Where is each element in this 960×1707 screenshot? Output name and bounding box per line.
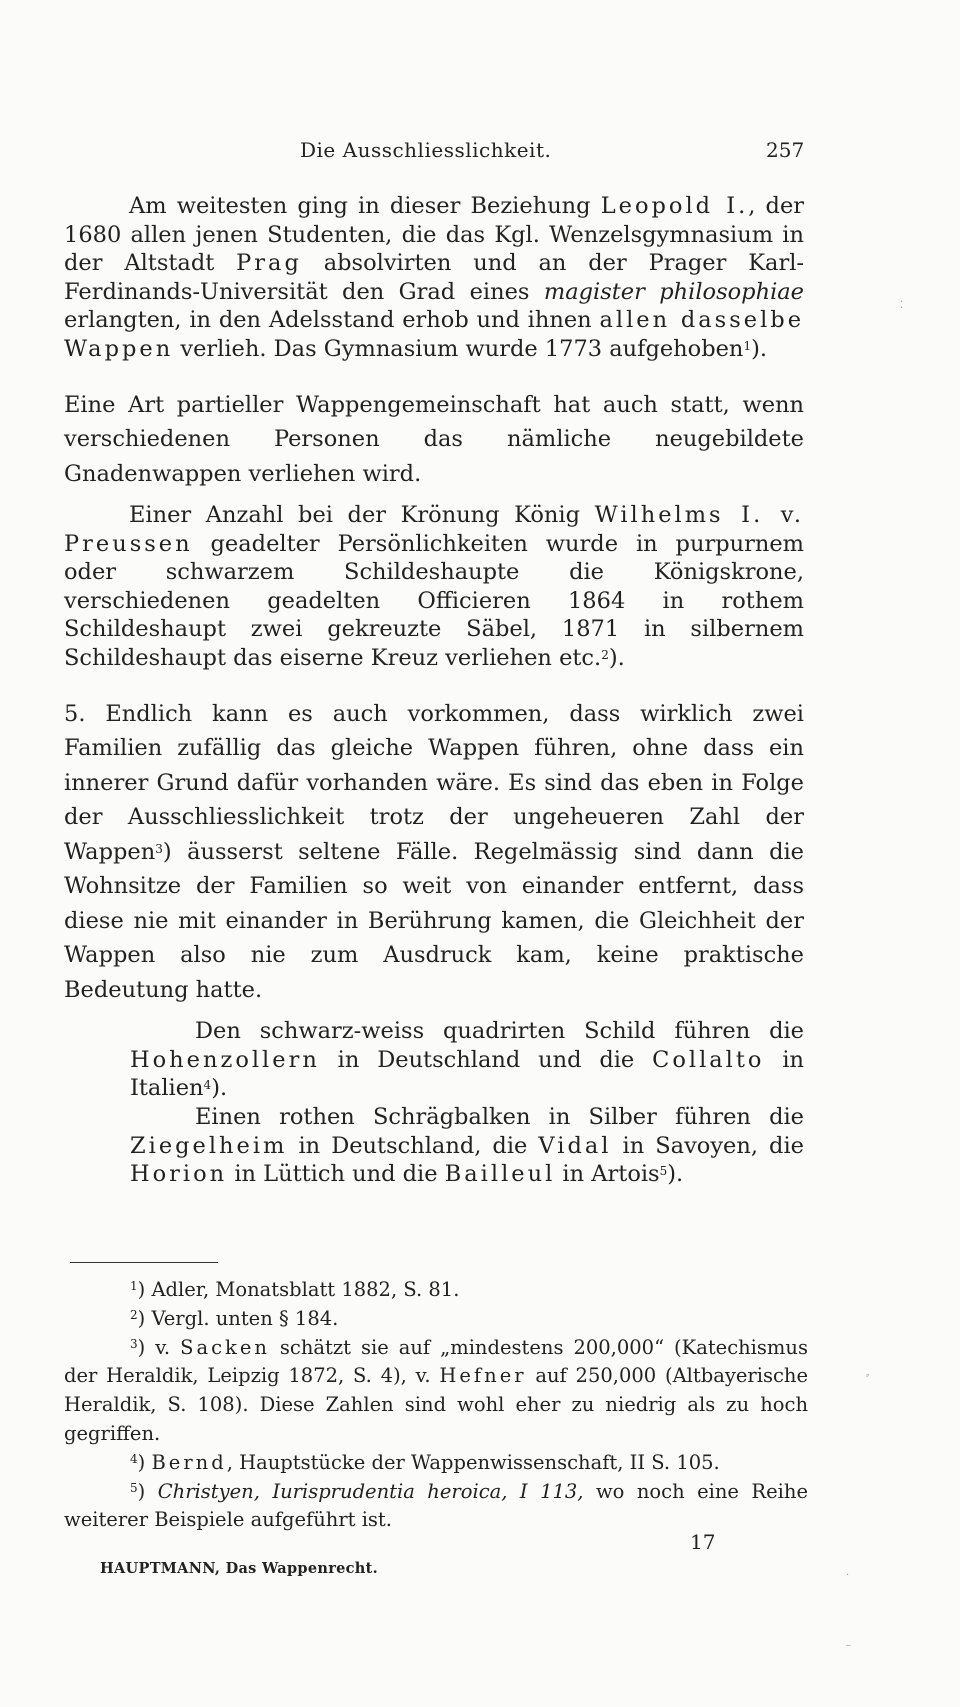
footnote-divider (70, 1262, 218, 1263)
spaced-name-sacken: Sacken (180, 1335, 270, 1359)
paragraph-section-5: 5. Endlich kann es auch vorkommen, dass wirklich zwei Familien zufällig das gleiche Wappen führen, ohne dass ein innerer Grund dafür vorhanden wäre. Es sind das eben in Folge der Ausschliesslichkeit trotz der ungeheueren Zahl der Wappen$^3$) äusserst seltene Fälle. Regelmässig sind dann die Wohnsitze der Familien so weit von einander entfernt, dass diese nie mit einander in Berührung kamen, die Gleichheit der Wappen also nie zum Ausdruck kam, keine praktische Bedeutung hatte. (64, 700, 804, 1003)
spaced-name-horion: Horion (130, 1161, 228, 1188)
spaced-name-collalto: Collalto (652, 1046, 765, 1073)
footnote-ref-5: 5 (659, 1164, 668, 1179)
running-header (0, 138, 960, 168)
footnote-ref-3: 3 (155, 841, 163, 856)
spaced-name-bernd: Bernd (151, 1450, 227, 1474)
scan-speck: ⁚ (900, 300, 904, 311)
sheet-number: 17 (690, 1530, 716, 1554)
spaced-name-bailleul: Bailleul (444, 1161, 556, 1188)
footnote-ref-2: 2 (601, 648, 609, 663)
paragraph-wilhelm: Einer Anzahl bei der Krönung König Wilhelms I. v. Preussen geadelter Persönlichkeiten wurde in purpurnem oder schwarzem Schildeshaupte die Königskrone, verschiedenen geadelten Officieren 1864 in rothem Schildeshaupt zwei gekreuzte Säbel, 1871 in silbernem Schildeshaupt das eiserne Kreuz verliehen etc.$^2$). (64, 502, 804, 672)
running-title: Die Ausschliesslichkeit. (300, 138, 552, 162)
main-text (64, 192, 804, 1189)
spaced-name-hefner: Hefner (439, 1364, 527, 1388)
spaced-name-hohenzollern: Hohenzollern (130, 1046, 320, 1073)
footnote-2: $^2$) Vergl. unten § 184. (130, 1306, 339, 1330)
spaced-name-wilhelm: Wilhelms I. v. Preussen (64, 502, 804, 557)
scan-speck: · (846, 1570, 850, 1581)
paragraph-wappengemeinschaft: Eine Art partieller Wappengemeinschaft hat auch statt, wenn verschiedenen Personen das nämliche neugebildete Gnadenwappen verliehen wird. (64, 391, 804, 487)
spaced-name-vidal: Vidal (538, 1132, 612, 1159)
footnote-ref-1: 1 (743, 338, 752, 353)
paragraph-schraegbalken: Einen rothen Schrägbalken in Silber führen die Ziegelheim in Deutschland, die Vidal in Savoyen, die Horion in Lüttich und die Bailleul in Artois$^5$). (130, 1103, 804, 1188)
scan-speck: ⸗ (866, 1370, 870, 1381)
spaced-name-prag: Prag (236, 250, 302, 277)
italic-term-magister: magister philosophiae (543, 278, 805, 305)
spaced-phrase-allen: allen dasselbe Wappen (64, 307, 805, 362)
footnote-4: $^4$) Bernd, Hauptstücke der Wappenwissenschaft, II S. 105. (130, 1450, 720, 1474)
spaced-name-leopold: Leopold I. (600, 193, 749, 219)
scan-speck: – (846, 1640, 851, 1651)
footnote-3: $^3$) v. Sacken schätzt sie auf „mindestens 200,000“ (Katechismus der Heraldik, Leipzig 1872, S. 4), v. Hefner auf 250,000 (Altbayerische Heraldik, S. 108). Diese Zahlen sind wohl eher zu niedrig als zu hoch gegriffen. (64, 1335, 808, 1445)
page-number: 257 (766, 138, 805, 162)
paragraph-hohenzollern: Den schwarz-weiss quadrirten Schild führen die Hohenzollern in Deutschland und die Collalto in Italien$^4$). (130, 1018, 805, 1102)
footnote-5: $^5$) Christyen, Iurisprudentia heroica, I 113, wo noch eine Reihe weiterer Beispiele aufgeführt ist. (64, 1479, 808, 1532)
paragraph-leopold: Am weitesten ging in dieser Beziehung Leopold I., der 1680 allen jenen Studenten, die das Kgl. Wenzelsgymnasium in der Altstadt Prag absolvirten und an der Prager Karl-Ferdinands-Universität den Grad eines magister philosophiae erlangten, in den Adelsstand erhob und ihnen allen dasselbe Wappen verlieh. Das Gymnasium wurde 1773 aufgehoben$^1$). (64, 193, 805, 362)
spaced-name-ziegelheim: Ziegelheim (130, 1132, 288, 1159)
footnote-1: $^1$) Adler, Monatsblatt 1882, S. 81. (130, 1278, 460, 1301)
footnote-ref-4: 4 (203, 1078, 212, 1093)
footnotes (64, 1276, 808, 1535)
italic-citation-christyen: Christyen, Iurisprudentia heroica, I 113, (157, 1479, 584, 1503)
printer-signature: HAUPTMANN, Das Wappenrecht. (100, 1560, 378, 1577)
